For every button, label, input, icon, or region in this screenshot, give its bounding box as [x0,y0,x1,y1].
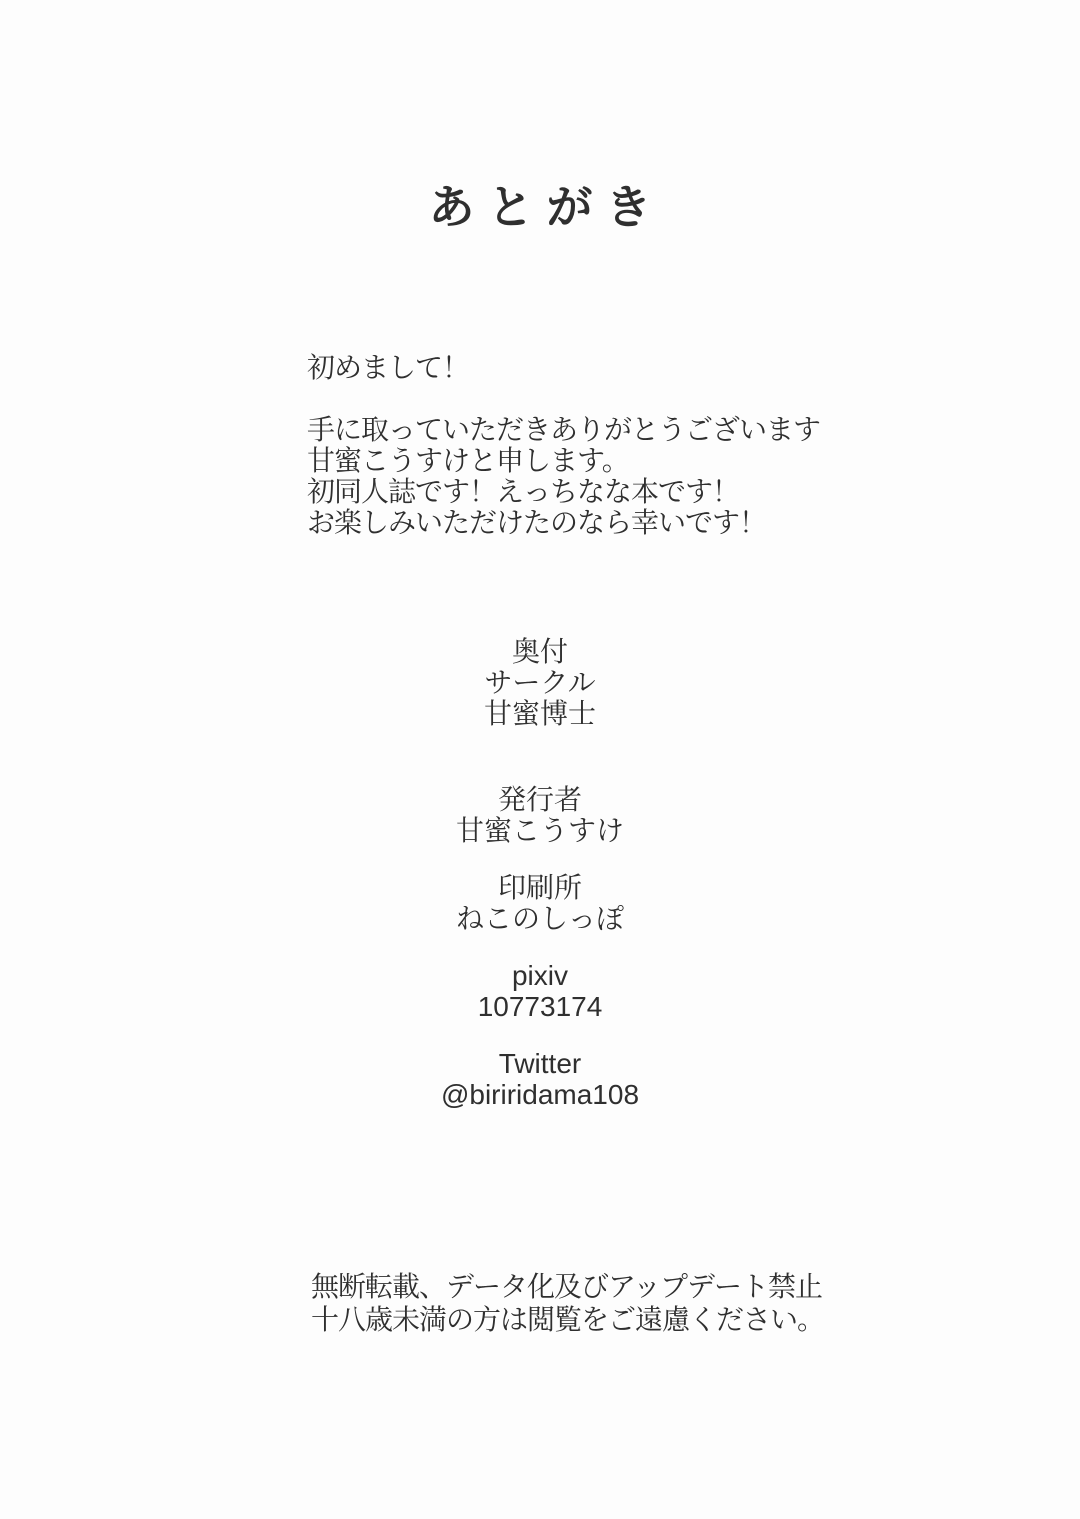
intro-text [307,352,820,538]
colophon-label: pixiv [511,960,568,991]
intro-line: 甘蜜こうすけと申します。 [307,445,629,476]
intro-line: お楽しみいただけたのなら幸いです！ [307,507,767,538]
colophon-group-circle [0,667,1080,729]
intro-line: 手に取っていただきありがとうございます [307,414,821,445]
colophon-value: @biriridama108 [440,1079,640,1110]
age-notice [311,1270,824,1336]
notice-line: 十八歳未満の方は閲覧をご遠慮ください。 [311,1304,825,1335]
colophon-label: Twitter [498,1048,582,1079]
colophon [0,636,1080,1110]
colophon-value: 10773174 [477,991,603,1022]
colophon-value: 甘蜜こうすけ [455,815,624,846]
colophon-group-printer [0,872,1080,934]
colophon-value: 甘蜜博士 [483,698,596,729]
colophon-group-twitter [0,1048,1080,1110]
notice-line: 無断転載、データ化及びアップデート禁止 [311,1271,823,1302]
colophon-group-publisher [0,784,1080,846]
intro-line: 初同人誌です！えっちなな本です！ [307,476,740,507]
colophon-group-pixiv [0,960,1080,1022]
colophon-label: 発行者 [497,784,582,815]
colophon-label: 印刷所 [497,872,582,903]
greeting-line: 初めまして！ [307,352,470,383]
colophon-heading: 奥付 [511,636,568,667]
colophon-value: ねこのしっぽ [455,903,624,934]
colophon-label: サークル [484,667,596,698]
page-title: あとがき [428,180,665,234]
